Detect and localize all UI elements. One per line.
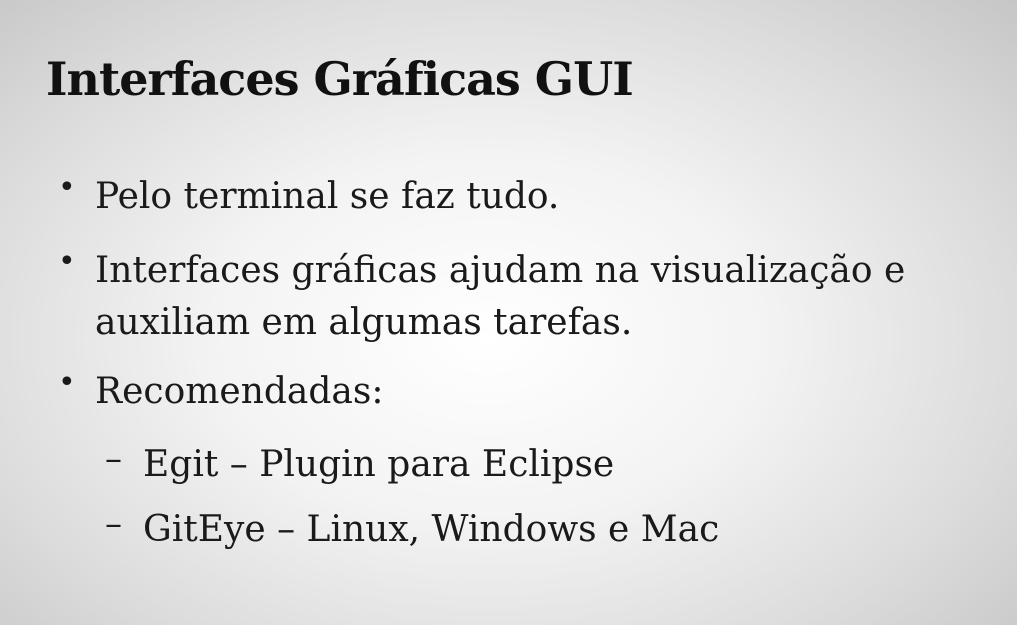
bullet-item-recomendadas: Recomendadas: bbox=[95, 371, 384, 412]
slide-title: Interfaces Gráficas GUI bbox=[46, 52, 633, 106]
sub-bullet-marker: – bbox=[105, 504, 122, 544]
bullet-marker: • bbox=[58, 170, 76, 205]
sub-item-egit: Egit – Plugin para Eclipse bbox=[143, 444, 615, 485]
sub-item-giteye: GitEye – Linux, Windows e Mac bbox=[143, 509, 720, 550]
bullet-marker: • bbox=[58, 365, 76, 400]
bullet-marker: • bbox=[58, 244, 76, 279]
sub-bullet-marker: – bbox=[105, 439, 122, 479]
bullet-item-terminal: Pelo terminal se faz tudo. bbox=[95, 176, 560, 217]
bullet-item-interfaces: Interfaces gráficas ajudam na visualização e auxiliam em algumas tarefas. bbox=[95, 250, 906, 343]
